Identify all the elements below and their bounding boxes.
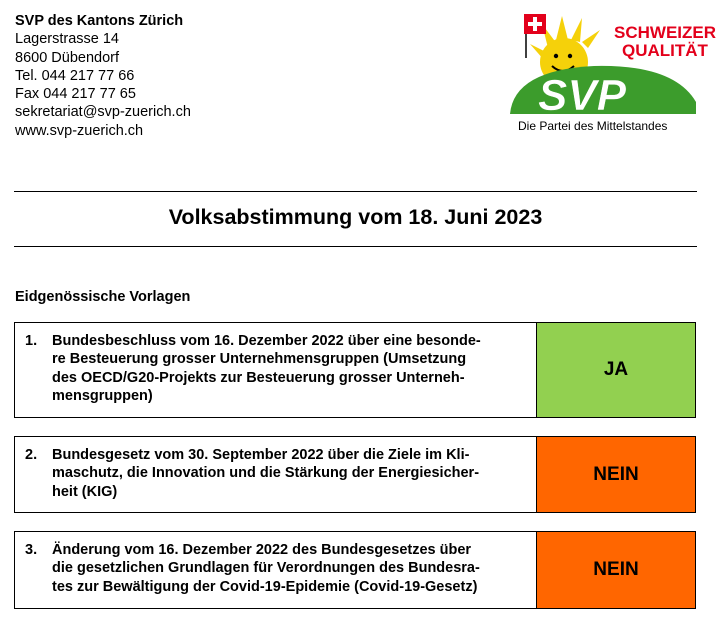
divider-bottom xyxy=(14,246,697,247)
proposal-number: 2. xyxy=(25,447,38,463)
logo-badge-text-2: QUALITÄT xyxy=(622,41,708,60)
phone: Tel. 044 217 77 66 xyxy=(15,67,135,84)
logo-badge-text: SCHWEIZER xyxy=(614,23,716,42)
divider-top xyxy=(14,191,697,192)
street: Lagerstrasse 14 xyxy=(15,31,119,48)
proposal-description: Änderung vom 16. Dezember 2022 des Bundesgesetzes über die gesetzlichen Grundlagen für Verordnungen des Bundesra- tes zur Bewältigung der Covid-19-Epidemie (Covid-19-Gesetz) xyxy=(52,542,480,595)
web-link[interactable]: www.svp-zuerich.ch xyxy=(15,122,144,139)
vote-recommendation: NEIN xyxy=(536,532,695,608)
proposal-number: 1. xyxy=(25,333,38,349)
logo-wordmark: SVP xyxy=(538,71,627,120)
vote-recommendation: JA xyxy=(536,323,695,417)
vote-recommendation: NEIN xyxy=(536,437,695,512)
address-block xyxy=(15,12,191,140)
section-heading: Eidgenössische Vorlagen xyxy=(15,289,191,305)
proposal-item-1 xyxy=(14,322,696,418)
svp-logo xyxy=(504,6,716,136)
fax: Fax 044 217 77 65 xyxy=(15,86,136,103)
city: 8600 Dübendorf xyxy=(15,49,119,66)
proposal-number: 3. xyxy=(25,542,38,558)
proposal-description: Bundesgesetz vom 30. September 2022 über die Ziele im Kli- maschutz, die Innovation und die Stärkung der Energiesicher- heit (KIG) xyxy=(52,447,480,500)
page-title: Volksabstimmung vom 18. Juni 2023 xyxy=(168,205,543,229)
logo-tagline: Die Partei des Mittelstandes xyxy=(518,119,668,133)
proposal-description: Bundesbeschluss vom 16. Dezember 2022 über eine besonde- re Besteuerung grosser Unternehmensgruppen (Umsetzung des OECD/G20-Projekts zur Besteuerung grosser Unterneh- mensgruppen) xyxy=(52,333,481,405)
email-link[interactable]: sekretariat@svp-zuerich.ch xyxy=(15,104,191,121)
org-name: SVP des Kantons Zürich xyxy=(15,13,184,29)
proposal-item-2 xyxy=(14,436,696,513)
proposal-item-3 xyxy=(14,531,696,609)
